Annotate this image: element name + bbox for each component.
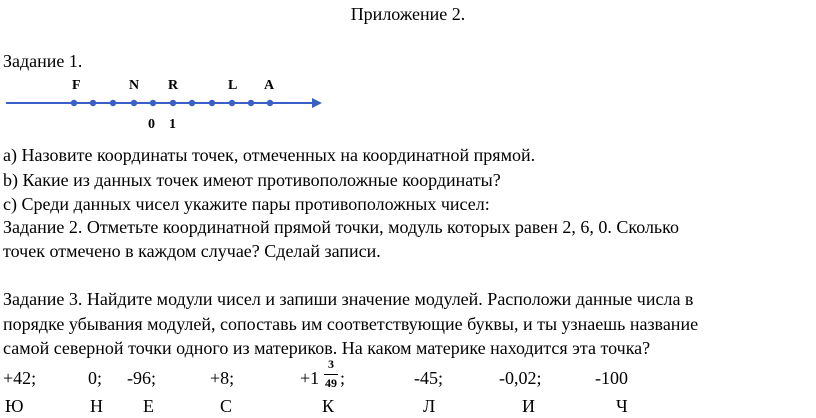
question-b: b) Какие из данных точек имеют противоположные координаты? [3, 170, 501, 190]
axis-point [209, 100, 215, 106]
task2-line1: Задание 2. Отметьте координатной прямой точки, модуль которых равен 2, 6, 0. Сколько [3, 217, 679, 237]
one-label: 1 [169, 117, 176, 132]
axis-point [170, 100, 176, 106]
fraction-denominator: 49 [325, 376, 337, 390]
task1-header: Задание 1. [3, 51, 83, 71]
question-a: a) Назовите координаты точек, отмеченных на координатной прямой. [3, 145, 536, 165]
task3-line1: Задание 3. Найдите модули чисел и запиши значение модулей. Расположи данные числа в [3, 289, 694, 309]
mixed-number-suffix: ; [340, 368, 346, 388]
point-label-f: F [72, 78, 81, 93]
letter-item: Ч [616, 396, 628, 416]
number-item: -100 [595, 368, 628, 388]
task2-line2: точек отмечено в каждом случае? Сделай записи. [3, 241, 381, 261]
page-title: Приложение 2. [350, 4, 466, 24]
task3-line2: порядке убывания модулей, сопоставь им соответствующие буквы, и ты узнаешь название [3, 314, 699, 334]
number-line [0, 90, 330, 118]
axis-point [90, 100, 96, 106]
letter-item: Ю [5, 396, 24, 416]
number-item: -96; [127, 368, 156, 388]
question-c: c) Среди данных чисел укажите пары противоположных чисел: [3, 194, 490, 214]
number-item: +42; [3, 368, 37, 388]
letter-item: И [522, 396, 535, 416]
axis-point [110, 100, 116, 106]
axis-point [150, 100, 156, 106]
axis-arrowhead [312, 98, 322, 108]
axis-point [71, 100, 77, 106]
axis-point [189, 100, 195, 106]
point-label-r: R [168, 78, 179, 93]
point-label-l: L [228, 78, 238, 93]
number-item: 0; [88, 368, 103, 388]
point-label-a: A [264, 78, 275, 93]
number-item: -0,02; [499, 368, 542, 388]
zero-label: 0 [148, 117, 155, 132]
axis-point [229, 100, 235, 106]
axis-point [131, 100, 137, 106]
axis-point [248, 100, 254, 106]
axis-point [267, 100, 273, 106]
mixed-number-whole: +1 [300, 368, 320, 388]
fraction-numerator: 3 [328, 357, 334, 371]
letter-item: Н [90, 396, 103, 416]
letter-item: Е [143, 396, 154, 416]
number-item: +8; [210, 368, 235, 388]
fraction-bar [324, 374, 338, 375]
letter-item: Л [423, 396, 436, 416]
letter-item: С [220, 396, 233, 416]
point-label-n: N [129, 78, 140, 93]
letter-item: К [322, 396, 335, 416]
task3-line3: самой северной точки одного из материков. На каком материке находится эта точка? [3, 338, 651, 358]
number-item: -45; [414, 368, 443, 388]
